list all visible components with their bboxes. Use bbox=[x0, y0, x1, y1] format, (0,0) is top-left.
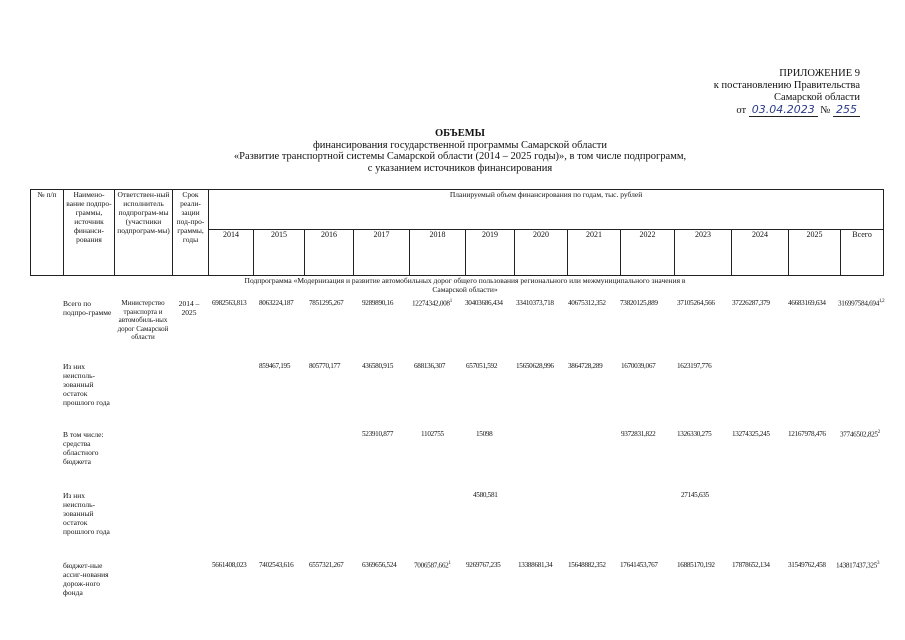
table-body bbox=[30, 277, 883, 640]
year-2024: 2024 bbox=[732, 230, 789, 276]
value-cell: 1326330,275 bbox=[677, 430, 712, 438]
appendix-label: ПРИЛОЖЕНИЕ 9 bbox=[779, 68, 860, 79]
footnote-mark: 1 bbox=[448, 561, 451, 566]
value-cell: 7851295,267 bbox=[309, 299, 344, 307]
value-cell: 15648882,352 bbox=[568, 561, 606, 569]
value-cell bbox=[412, 299, 452, 307]
responsible-ministry: Министерство транспорта и автомобиль-ных дорог Самарской области bbox=[117, 299, 169, 341]
value-cell: 30403686,434 bbox=[465, 299, 503, 307]
value-cell: 37226287,379 bbox=[732, 299, 770, 307]
value-text: 143817437,325 bbox=[836, 561, 878, 570]
footnote-mark: 3 bbox=[877, 561, 880, 566]
value-cell: 859467,195 bbox=[259, 362, 291, 370]
value-text: 316997584,694 bbox=[838, 299, 880, 308]
value-cell: 15098 bbox=[476, 430, 493, 438]
value-cell: 657051,592 bbox=[466, 362, 498, 370]
footnote-mark: 1 bbox=[449, 299, 452, 304]
footnote-mark: 1,2 bbox=[879, 299, 885, 304]
document-title bbox=[180, 128, 740, 174]
value-cell: 16885170,192 bbox=[677, 561, 715, 569]
year-2017: 2017 bbox=[354, 230, 410, 276]
date-prefix: от bbox=[736, 105, 747, 116]
year-2015: 2015 bbox=[254, 230, 305, 276]
value-text: 37746502,825 bbox=[840, 430, 878, 439]
value-cell: 13274325,245 bbox=[732, 430, 770, 438]
value-text: 12274342,008 bbox=[412, 299, 450, 308]
year-2022: 2022 bbox=[621, 230, 675, 276]
value-cell: 5661408,023 bbox=[212, 561, 247, 569]
row-label: Из них неисполь-зованный остаток прошлого года bbox=[63, 491, 110, 536]
col-responsible: Ответствен-ный исполнитель подпрограм-мы (участники подпрограм-мы) bbox=[115, 190, 173, 276]
resolution-line: к постановлению Правительства bbox=[713, 80, 860, 91]
value-cell: 436580,915 bbox=[362, 362, 394, 370]
value-cell: 17878652,134 bbox=[732, 561, 770, 569]
year-2014: 2014 bbox=[209, 230, 254, 276]
row-label: Из них неисполь-зованный остаток прошлого года bbox=[63, 362, 110, 407]
value-cell: 8063224,187 bbox=[259, 299, 294, 307]
row-label: Всего по подпро-грамме bbox=[63, 299, 112, 317]
value-cell: 46683169,634 bbox=[788, 299, 826, 307]
value-cell: 805770,177 bbox=[309, 362, 341, 370]
subprogram-title: Подпрограмма «Модернизация и развитие автомобильных дорог общего пользования регионального или межмуниципального значения в Самарской области» bbox=[244, 276, 686, 294]
col-planned: Планируемый объем финансирования по годам, тыс. рублей bbox=[209, 190, 884, 230]
col-number: № п/п bbox=[31, 190, 64, 276]
value-cell: 7402543,616 bbox=[259, 561, 294, 569]
value-cell: 9289890,16 bbox=[362, 299, 394, 307]
title-line4: с указанием источников финансирования bbox=[367, 162, 553, 174]
value-cell: 12167978,476 bbox=[788, 430, 826, 438]
value-cell: 1102755 bbox=[421, 430, 444, 438]
col-name: Наимено-вание подпро-граммы, источник финанси-рования bbox=[64, 190, 115, 276]
title-main: ОБЪЕМЫ bbox=[435, 128, 485, 139]
value-cell: 6982563,813 bbox=[212, 299, 247, 307]
value-cell: 6557321,267 bbox=[309, 561, 344, 569]
row-label: В том числе: средства областного бюджета bbox=[63, 430, 104, 466]
value-cell: 3864728,289 bbox=[568, 362, 603, 370]
value-cell: 13388681,34 bbox=[518, 561, 553, 569]
year-total: Всего bbox=[841, 230, 884, 276]
value-text: 7006587,662 bbox=[414, 561, 449, 570]
number-prefix: № bbox=[820, 105, 831, 116]
value-cell: 27145,635 bbox=[681, 491, 709, 499]
value-cell: 40675312,352 bbox=[568, 299, 606, 307]
year-2018: 2018 bbox=[410, 230, 466, 276]
year-2016: 2016 bbox=[305, 230, 354, 276]
value-cell: 31549762,458 bbox=[788, 561, 826, 569]
date-line bbox=[700, 104, 860, 117]
title-line3: «Развитие транспортной системы Самарской области (2014 – 2025 годы)», в том числе подпрограмм, bbox=[233, 151, 687, 162]
value-cell: 73820125,889 bbox=[620, 299, 658, 307]
title-line2: финансирования государственной программы Самарской области bbox=[312, 139, 607, 151]
row-label: бюджет-ные ассиг-нования дорож-ного фонда bbox=[63, 561, 109, 597]
value-cell bbox=[836, 561, 879, 569]
handwritten-date: 03.04.2023 bbox=[749, 103, 818, 117]
value-cell: 1623197,776 bbox=[677, 362, 712, 370]
value-cell: 9269767,235 bbox=[466, 561, 501, 569]
value-cell: 523910,877 bbox=[362, 430, 394, 438]
value-cell bbox=[840, 430, 880, 438]
value-cell: 37105264,566 bbox=[677, 299, 715, 307]
col-term: Срок реали-зации под-про-граммы, годы bbox=[173, 190, 209, 276]
footnote-mark: 2 bbox=[877, 430, 880, 435]
value-cell: 688136,307 bbox=[414, 362, 446, 370]
value-cell: 6369656,524 bbox=[362, 561, 397, 569]
value-cell: 17641453,767 bbox=[620, 561, 658, 569]
handwritten-number: 255 bbox=[833, 103, 860, 117]
year-2019: 2019 bbox=[466, 230, 515, 276]
value-cell: 15650628,996 bbox=[516, 362, 554, 370]
year-2020: 2020 bbox=[515, 230, 568, 276]
value-cell: 1670039,067 bbox=[621, 362, 656, 370]
value-cell bbox=[838, 299, 884, 307]
value-cell: 9372831,822 bbox=[621, 430, 656, 438]
year-2021: 2021 bbox=[568, 230, 621, 276]
term-years: 2014 – 2025 bbox=[178, 299, 200, 317]
value-cell bbox=[414, 561, 451, 569]
approval-header bbox=[700, 68, 860, 117]
value-cell: 33410373,718 bbox=[516, 299, 554, 307]
year-2025: 2025 bbox=[789, 230, 841, 276]
financing-table-header bbox=[30, 189, 884, 276]
year-2023: 2023 bbox=[675, 230, 732, 276]
value-cell: 4580,581 bbox=[473, 491, 498, 499]
region-line: Самарской области bbox=[774, 92, 860, 103]
